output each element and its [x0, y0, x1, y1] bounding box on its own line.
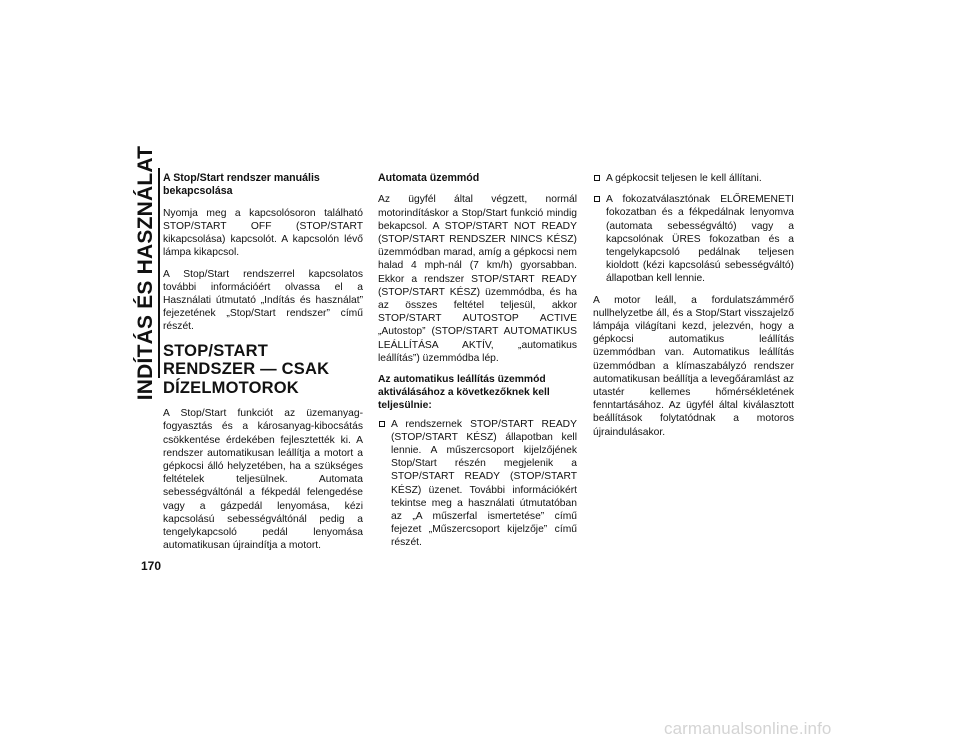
reference-paragraph: A Stop/Start rendszerrel kapcsolatos további információért olvassa el a Használati útmutató „Indítás és használat” fejezetének „Stop/Start rendszer” című részét.	[163, 268, 363, 333]
watermark: carmanualsonline.info	[664, 719, 832, 738]
list-item	[378, 418, 577, 550]
manual-enable-paragraph: Nyomja meg a kapcsolósoron található STOP/START OFF (STOP/START kikapcsolása) kapcsolót. A kapcsolón lévő lámpa kikapcsol.	[163, 207, 363, 259]
column-right	[593, 172, 794, 447]
checkbox-bullet-icon	[594, 175, 600, 181]
conditions-intro: Az automatikus leállítás üzemmód aktiválásához a következőknek kell teljesülnie:	[378, 374, 550, 412]
list-item-text: A gépkocsit teljesen le kell állítani.	[606, 173, 762, 184]
chapter-divider	[158, 168, 160, 378]
engine-stop-paragraph: A motor leáll, a fordulatszámmérő nullhelyzetbe áll, és a Stop/Start visszajelző lámpája világítani kezd, jelezvén, hogy a gépkocsi automatikus leállítás üzemmódban van. Automatikus leállítás üzemmódban a klímaszabályzó rendszer automatikusan beállítja a levegőáramlást az utastér kellemes hőmérsékletének fenntartásához. Az ügyfél által kiválasztott beállítások folytatódnak a motoros újraindulásakor.	[593, 294, 794, 438]
diesel-intro-paragraph: A Stop/Start funkciót az üzemanyag-fogyasztás és a károsanyag-kibocsátás csökkentése érdekében fejlesztették ki. A rendszer automatikusan leállítja a motort a gépkocsi álló helyzetében, ha a szükséges feltételek teljesülnek. Automata sebességváltónál a fékpedál felengedése vagy a gázpedál lenyomása, kézi kapcsolású sebességváltónál pedig a tengelykapcsoló pedál lenyomása automatikusan újraindítja a motort.	[163, 408, 363, 552]
list-item	[593, 172, 794, 185]
chapter-side-tab	[134, 145, 158, 401]
page-number: 170	[141, 559, 162, 573]
checkbox-bullet-icon	[594, 196, 600, 202]
column-middle	[378, 172, 577, 558]
column-left	[163, 172, 363, 560]
list-item-text: A rendszernek STOP/START READY (STOP/START KÉSZ) állapotban kell lennie. A műszercsoport kijelzőjének Stop/Start részén megjelenik a STOP/START READY (STOP/START KÉSZ) üzenet. További információkért tekintse meg a használati útmutatóban az „A műszerfal ismertetése” című fejezet „Műszercsoport kijelzője” című részét.	[391, 418, 577, 549]
manual-enable-heading: A Stop/Start rendszer manuális bekapcsolása	[163, 172, 320, 198]
automatic-mode-heading: Automata üzemmód	[378, 172, 480, 184]
list-item-text: A fokozatválasztónak ELŐREMENETI fokozatban és a fékpedálnak lenyomva (automata sebességváltó) vagy a kapcsolónak ÜRES fokozatban és a tengelykapcsoló pedálnak teljesen kioldott (kézi kapcsolású sebességváltó) állapotban kell lennie.	[606, 194, 794, 285]
automatic-mode-paragraph: Az ügyfél által végzett, normál motorindításkor a Stop/Start funkció mindig bekapcsol. A STOP/START NOT READY (STOP/START RENDSZER NINCS KÉSZ) üzemmódban marad, amíg a gépkocsi nem halad 4 mph-nál (7 km/h) gyorsabban. Ekkor a rendszer STOP/START READY (STOP/START KÉSZ) üzemmódba, és ha az összes feltétel teljesül, akkor STOP/START AUTOSTOP ACTIVE „Autostop” (STOP/START AUTOMATIKUS LEÁLLÍTÁSA AKTÍV, „automatikus leállítás”) üzemmódba lép.	[378, 194, 577, 364]
list-item	[593, 193, 794, 285]
section-heading: STOP/START RENDSZER — CSAK DÍZELMOTOROK	[163, 341, 330, 397]
checkbox-bullet-icon	[379, 421, 385, 427]
chapter-title: INDÍTÁS ÉS HASZNÁLAT	[134, 145, 157, 401]
